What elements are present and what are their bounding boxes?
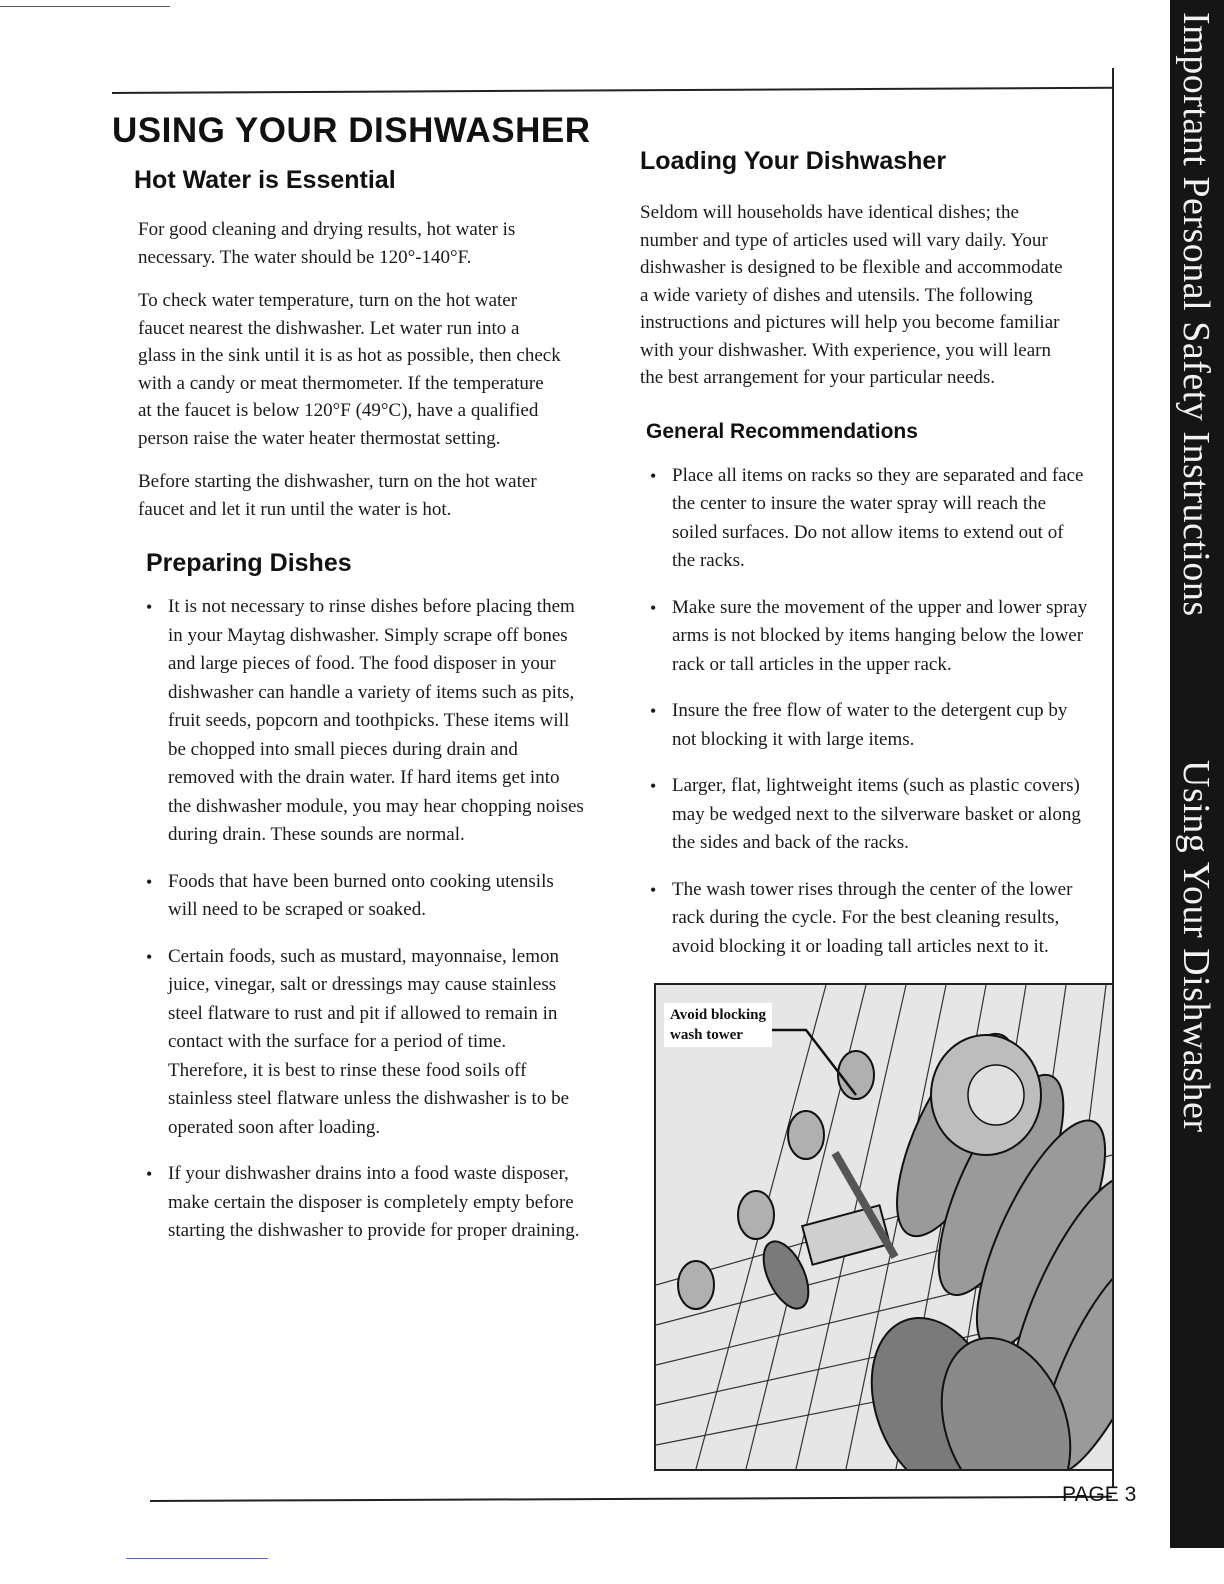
bottom-rule bbox=[150, 1496, 1112, 1502]
general-list bbox=[648, 462, 1088, 962]
callout-line-2: wash tower bbox=[670, 1027, 743, 1043]
preparing-heading: Preparing Dishes bbox=[146, 549, 352, 577]
preparing-item: • Foods that have been burned onto cooking utensils will need to be scraped or soaked. bbox=[144, 868, 584, 925]
right-column bbox=[640, 145, 1096, 979]
top-rule bbox=[112, 87, 1114, 94]
side-tab-secondary: Using Your Dishwasher bbox=[1175, 760, 1217, 1133]
hot-water-p3: Before starting the dishwasher, turn on the hot water faucet and let it run until the water is hot. bbox=[138, 471, 537, 520]
side-tab-primary: Important Personal Safety Instructions bbox=[1175, 12, 1217, 617]
general-item: • The wash tower rises through the center of the lower rack during the cycle. For the best cleaning results, avoid blocking it or loading tall articles next to it. bbox=[648, 876, 1088, 962]
general-item: • Place all items on racks so they are separated and face the center to insure the water spray will reach the soiled surfaces. Do not allow items to extend out of the racks. bbox=[648, 462, 1088, 576]
rack-drawing bbox=[656, 985, 1112, 1469]
wash-tower-callout bbox=[664, 1003, 772, 1047]
general-item: • Larger, flat, lightweight items (such as plastic covers) may be wedged next to the silverware basket or along the sides and back of the racks. bbox=[648, 772, 1088, 858]
general-heading: General Recommendations bbox=[646, 419, 918, 443]
hot-water-p2: To check water temperature, turn on the hot water faucet nearest the dishwasher. Let water run into a glass in the sink until it is as hot as possible, then check with a candy or meat thermometer. If the temperature at the faucet is below 120°F (49°C), have a qualified person raise the water heater thermostat setting. bbox=[138, 290, 561, 449]
side-tab bbox=[1170, 0, 1224, 1548]
dishwasher-rack-illustration bbox=[654, 983, 1114, 1471]
hot-water-section bbox=[138, 216, 562, 523]
loading-paragraph: Seldom will households have identical dishes; the number and type of articles used will vary daily. Your dishwasher is designed to be flexible and accommodate a wide variety of dishes and utensils. The following instructions and pictures will help you become familiar with your dishwasher. With experience, you will learn the best arrangement for your particular needs. bbox=[640, 202, 1063, 388]
left-column bbox=[112, 110, 604, 1264]
loading-heading: Loading Your Dishwasher bbox=[640, 147, 947, 175]
callout-line-1: Avoid blocking bbox=[670, 1007, 766, 1023]
general-item: • Make sure the movement of the upper and lower spray arms is not blocked by items hanging below the lower rack or tall articles in the upper rack. bbox=[648, 594, 1088, 680]
scan-corner-mark bbox=[0, 6, 170, 7]
preparing-item: • Certain foods, such as mustard, mayonnaise, lemon juice, vinegar, salt or dressings may cause stainless steel flatware to rust and pit if allowed to remain in contact with the surface for a period of time. Therefore, it is best to rinse these food soils off stainless steel flatware unless the dishwasher is to be operated soon after loading. bbox=[144, 943, 584, 1143]
hot-water-heading: Hot Water is Essential bbox=[134, 166, 396, 194]
scan-bottom-mark bbox=[126, 1558, 268, 1559]
preparing-list bbox=[144, 593, 584, 1246]
general-item: • Insure the free flow of water to the detergent cup by not blocking it with large items. bbox=[648, 697, 1088, 754]
page-title: USING YOUR DISHWASHER bbox=[112, 111, 591, 150]
hot-water-p1: For good cleaning and drying results, hot water is necessary. The water should be 120°-140°F. bbox=[138, 219, 516, 268]
preparing-item: • It is not necessary to rinse dishes before placing them in your Maytag dishwasher. Simply scrape off bones and large pieces of food. The food disposer in your dishwasher can handle a variety of items such as pits, fruit seeds, popcorn and toothpicks. These items will be chopped into small pieces during drain and removed with the drain water. If hard items get into the dishwasher module, you may hear chopping noises during drain. These sounds are normal. bbox=[144, 593, 584, 850]
page-number: PAGE 3 bbox=[1062, 1483, 1137, 1506]
preparing-item: • If your dishwasher drains into a food waste disposer, make certain the disposer is completely empty before starting the dishwasher to provide for proper draining. bbox=[144, 1160, 584, 1246]
